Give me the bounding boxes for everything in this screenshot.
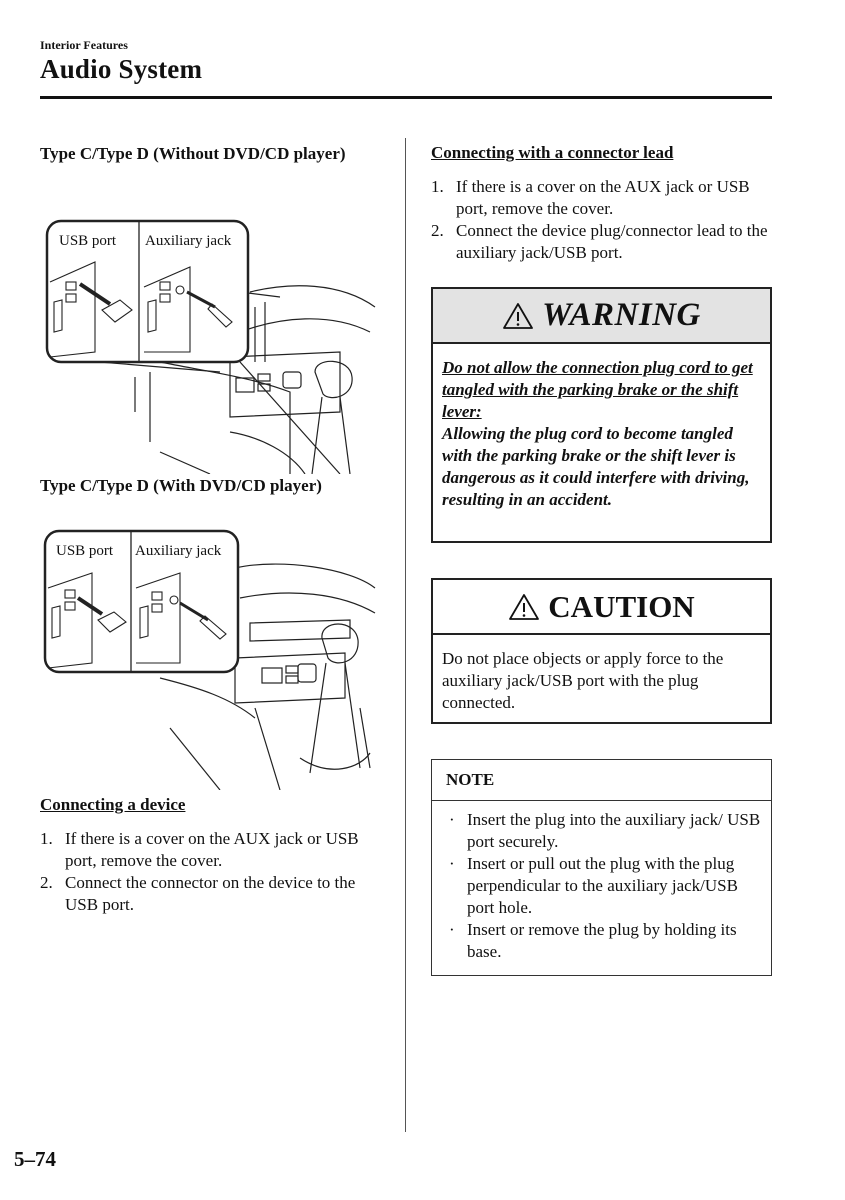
page-title: Audio System xyxy=(40,54,203,84)
figure2-label-usb: USB port xyxy=(56,543,114,559)
list-item xyxy=(40,872,385,916)
note-list xyxy=(446,809,763,963)
lead-steps xyxy=(431,176,776,264)
figure1-heading: Type C/Type D (Without DVD/CD player) xyxy=(40,144,346,163)
list-item xyxy=(446,853,763,919)
page-number: 5–74 xyxy=(14,1147,56,1171)
caution-title: CAUTION xyxy=(548,588,695,624)
step-text: If there is a cover on the AUX jack or USB port, remove the cover. xyxy=(456,177,750,218)
note-item-text: Insert the plug into the auxiliary jack/ USB port securely. xyxy=(467,810,761,851)
step-number: 2. xyxy=(40,873,53,892)
note-body xyxy=(432,801,771,963)
figure1-label-usb: USB port xyxy=(59,233,117,249)
figure2-heading: Type C/Type D (With DVD/CD player) xyxy=(40,476,322,495)
caution-box xyxy=(431,578,772,724)
warning-box xyxy=(431,287,772,543)
warning-header xyxy=(433,289,770,344)
lead-heading: Connecting with a connector lead xyxy=(431,143,674,162)
figure1-label-aux: Auxiliary jack xyxy=(145,233,232,249)
bullet-dot-icon: · xyxy=(449,854,455,873)
warning-triangle-icon xyxy=(502,302,534,330)
note-box xyxy=(431,759,772,976)
list-item xyxy=(446,919,763,963)
column-divider xyxy=(405,138,406,1132)
step-text: Connect the connector on the device to the USB port. xyxy=(65,873,356,914)
bullet-dot-icon: · xyxy=(449,920,455,939)
warning-title: WARNING xyxy=(542,297,701,333)
figure2-illustration xyxy=(40,528,385,790)
step-text: Connect the device plug/connector lead to the auxiliary jack/USB port. xyxy=(456,221,768,262)
warning-text: Allowing the plug cord to become tangled with the parking brake or the shift lever is dangerous as it could interfere with driving, resulting in an accident. xyxy=(442,424,750,509)
device-heading: Connecting a device xyxy=(40,795,186,814)
note-item-text: Insert or remove the plug by holding its base. xyxy=(467,920,737,961)
warning-body xyxy=(433,344,770,511)
list-item xyxy=(40,828,385,872)
title-rule xyxy=(40,96,772,99)
warning-lead: Do not allow the connection plug cord to get tangled with the parking brake or the shift lever: xyxy=(442,358,753,421)
device-steps xyxy=(40,828,385,916)
note-item-text: Insert or pull out the plug with the plug perpendicular to the auxiliary jack/USB port hole. xyxy=(467,854,738,917)
caution-text: Do not place objects or apply force to the auxiliary jack/USB port with the plug connected. xyxy=(442,649,724,712)
note-title: NOTE xyxy=(432,760,771,801)
list-item xyxy=(431,176,776,220)
list-item xyxy=(446,809,763,853)
step-number: 1. xyxy=(431,177,444,196)
list-item xyxy=(431,220,776,264)
figure2-label-aux: Auxiliary jack xyxy=(135,543,222,559)
section-label: Interior Features xyxy=(40,38,128,52)
caution-triangle-icon xyxy=(508,593,540,621)
step-number: 1. xyxy=(40,829,53,848)
caution-header xyxy=(433,580,770,635)
step-number: 2. xyxy=(431,221,444,240)
bullet-dot-icon: · xyxy=(449,810,455,829)
figure1-illustration xyxy=(40,212,385,474)
step-text: If there is a cover on the AUX jack or USB port, remove the cover. xyxy=(65,829,359,870)
